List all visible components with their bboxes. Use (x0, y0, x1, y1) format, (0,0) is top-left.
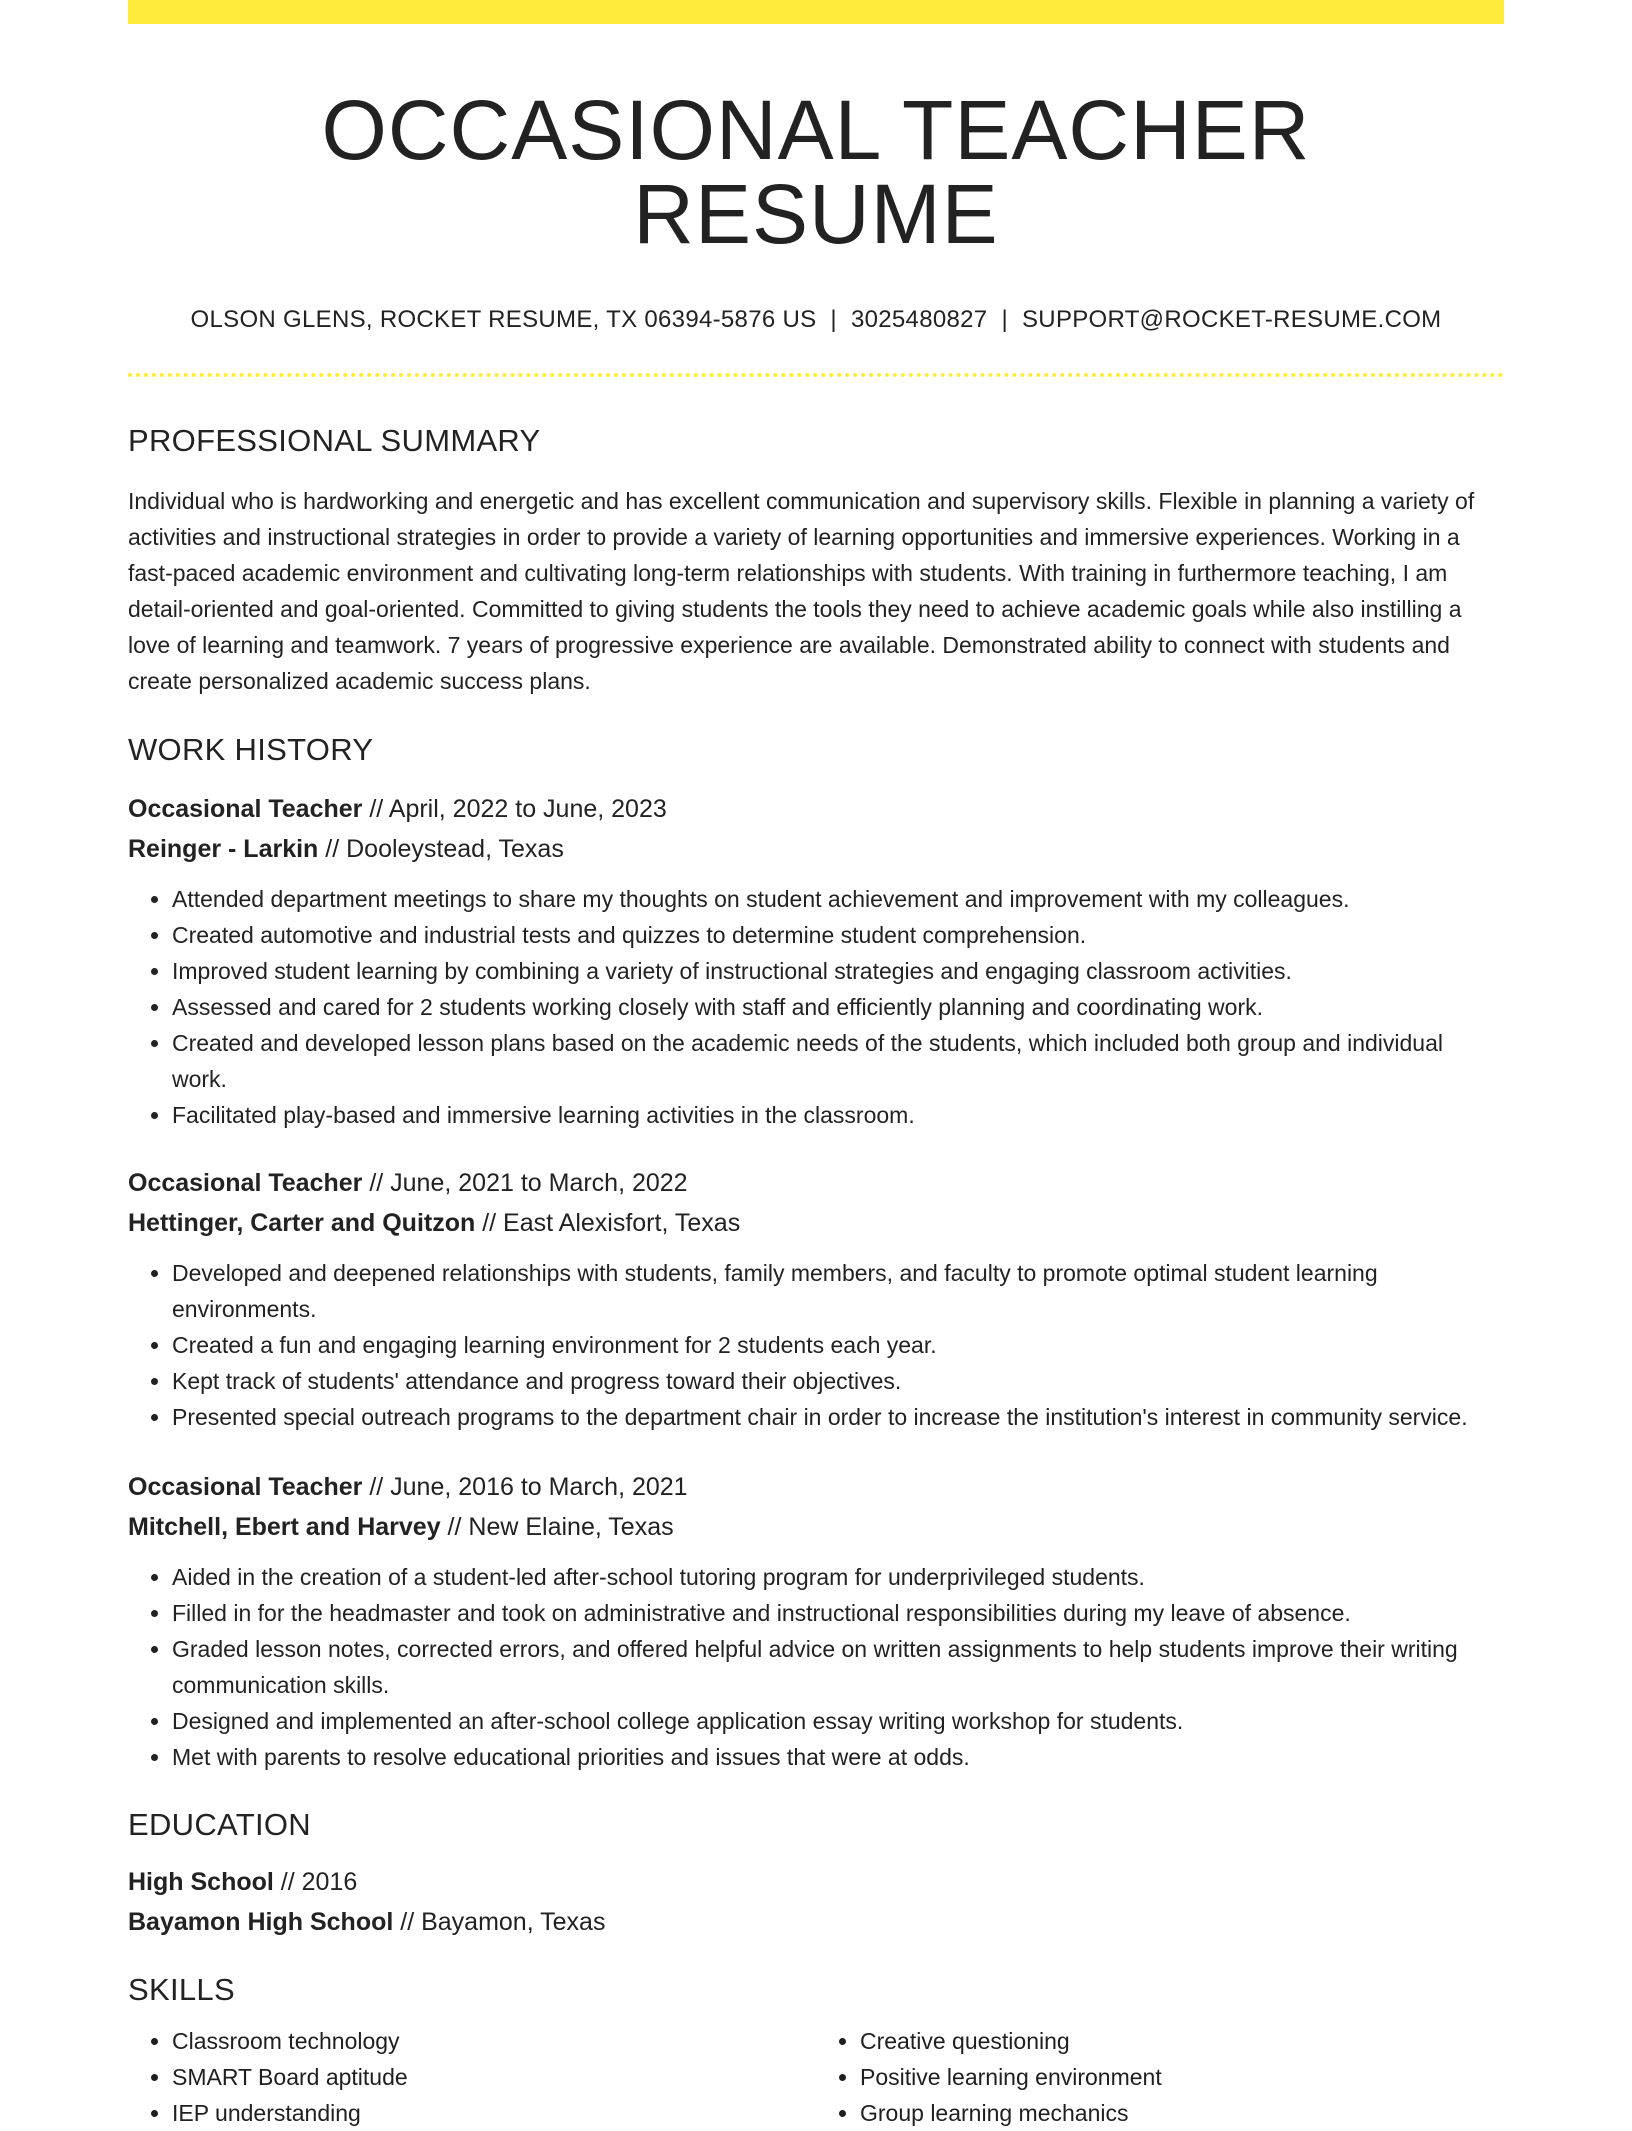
job-bullet: • Created automotive and industrial tests and quizzes to determine student comprehension. (172, 917, 1504, 953)
job-bullet: • Attended department meetings to share my thoughts on student achievement and improvement with my colleagues. (172, 881, 1504, 917)
skills-list (128, 2023, 1504, 2131)
education-heading: EDUCATION (128, 1807, 311, 1842)
job-entry (128, 789, 1504, 1133)
skill-item: • Creative questioning (860, 2023, 1504, 2059)
job-bullet: • Created and developed lesson plans based on the academic needs of the students, which included both group and individual work. (172, 1025, 1504, 1097)
page-title: OCCASIONAL TEACHER RESUME (321, 83, 1311, 261)
job-title-line (128, 789, 1504, 829)
job-bullet: • Designed and implemented an after-school college application essay writing workshop for students. (172, 1703, 1504, 1739)
job-bullet: • Improved student learning by combining a variety of instructional strategies and engaging classroom activities. (172, 953, 1504, 989)
accent-top-bar (128, 0, 1504, 24)
education-entry (128, 1862, 1504, 1942)
job-dates: // April, 2022 to June, 2023 (362, 795, 667, 823)
skill-item: • Group learning mechanics (860, 2095, 1504, 2131)
job-bullet: • Met with parents to resolve educational priorities and issues that were at odds. (172, 1739, 1504, 1775)
job-bullets (128, 881, 1504, 1133)
job-entry (128, 1163, 1504, 1435)
job-bullet: • Developed and deepened relationships with students, family members, and faculty to promote optimal student learning environments. (172, 1255, 1504, 1327)
contact-line (128, 308, 1504, 332)
contact-separator: | (830, 306, 837, 333)
job-company: Mitchell, Ebert and Harvey (128, 1513, 441, 1541)
contact-separator: | (1001, 306, 1008, 333)
job-bullets (128, 1255, 1504, 1435)
job-title-line (128, 1163, 1504, 1203)
resume-page (128, 0, 1504, 2131)
job-location: // Dooleystead, Texas (318, 835, 564, 863)
job-bullet: • Assessed and cared for 2 students working closely with staff and efficiently planning and coordinating work. (172, 989, 1504, 1025)
education-degree-line (128, 1862, 1504, 1902)
job-company: Reinger - Larkin (128, 835, 319, 863)
skill-item: • Positive learning environment (860, 2059, 1504, 2095)
job-title: Occasional Teacher (128, 1473, 363, 1501)
job-bullet: • Filled in for the headmaster and took on administrative and instructional responsibilities during my leave of absence. (172, 1595, 1504, 1631)
contact-phone: 3025480827 (850, 306, 988, 333)
job-company-line (128, 1507, 1504, 1547)
skills-heading: SKILLS (128, 1972, 235, 2007)
job-company-line (128, 1203, 1504, 1243)
dotted-divider (128, 373, 1504, 377)
job-title: Occasional Teacher (128, 795, 363, 823)
work-history-heading: WORK HISTORY (128, 732, 374, 767)
contact-address: OLSON GLENS, ROCKET RESUME, TX 06394-5876 US (190, 306, 817, 333)
education-school-line (128, 1902, 1504, 1942)
summary-heading: PROFESSIONAL SUMMARY (128, 423, 541, 458)
education-location: // Bayamon, Texas (393, 1908, 606, 1936)
job-title: Occasional Teacher (128, 1169, 363, 1197)
job-bullet: • Presented special outreach programs to the department chair in order to increase the institution's interest in community service. (172, 1399, 1504, 1435)
job-company: Hettinger, Carter and Quitzon (128, 1209, 476, 1237)
job-bullet: • Created a fun and engaging learning environment for 2 students each year. (172, 1327, 1504, 1363)
job-dates: // June, 2016 to March, 2021 (362, 1473, 688, 1501)
skills-column-left (128, 2023, 816, 2131)
summary-text: Individual who is hardworking and energetic and has excellent communication and supervisory skills. Flexible in planning a variety of activities and instructional strategies in order to provide a variety of learning opportunities and immersive experiences. Working in a fast-paced academic environment and cultivating long-term relationships with students. With training in furthermore teaching, I am detail-oriented and goal-oriented. Committed to giving students the tools they need to achieve academic goals while also instilling a love of learning and teamwork. 7 years of progressive experience are available. Demonstrated ability to connect with students and create personalized academic success plans. (128, 488, 1475, 694)
education-year: // 2016 (273, 1868, 358, 1896)
job-bullets (128, 1559, 1504, 1775)
contact-email: SUPPORT@ROCKET-RESUME.COM (1022, 306, 1442, 333)
job-dates: // June, 2021 to March, 2022 (362, 1169, 688, 1197)
job-location: // East Alexisfort, Texas (475, 1209, 741, 1237)
skill-item: • SMART Board aptitude (172, 2059, 816, 2095)
job-bullet: • Kept track of students' attendance and progress toward their objectives. (172, 1363, 1504, 1399)
job-entry (128, 1467, 1504, 1775)
job-bullet: • Graded lesson notes, corrected errors, and offered helpful advice on written assignments to help students improve their writing communication skills. (172, 1631, 1504, 1703)
skill-item: • Classroom technology (172, 2023, 816, 2059)
education-school: Bayamon High School (128, 1908, 394, 1936)
education-degree: High School (128, 1868, 274, 1896)
job-bullet: • Aided in the creation of a student-led after-school tutoring program for underprivileged students. (172, 1559, 1504, 1595)
job-location: // New Elaine, Texas (440, 1513, 674, 1541)
job-bullet: • Facilitated play-based and immersive learning activities in the classroom. (172, 1097, 1504, 1133)
skill-item: • IEP understanding (172, 2095, 816, 2131)
job-company-line (128, 829, 1504, 869)
job-title-line (128, 1467, 1504, 1507)
skills-column-right (816, 2023, 1504, 2131)
